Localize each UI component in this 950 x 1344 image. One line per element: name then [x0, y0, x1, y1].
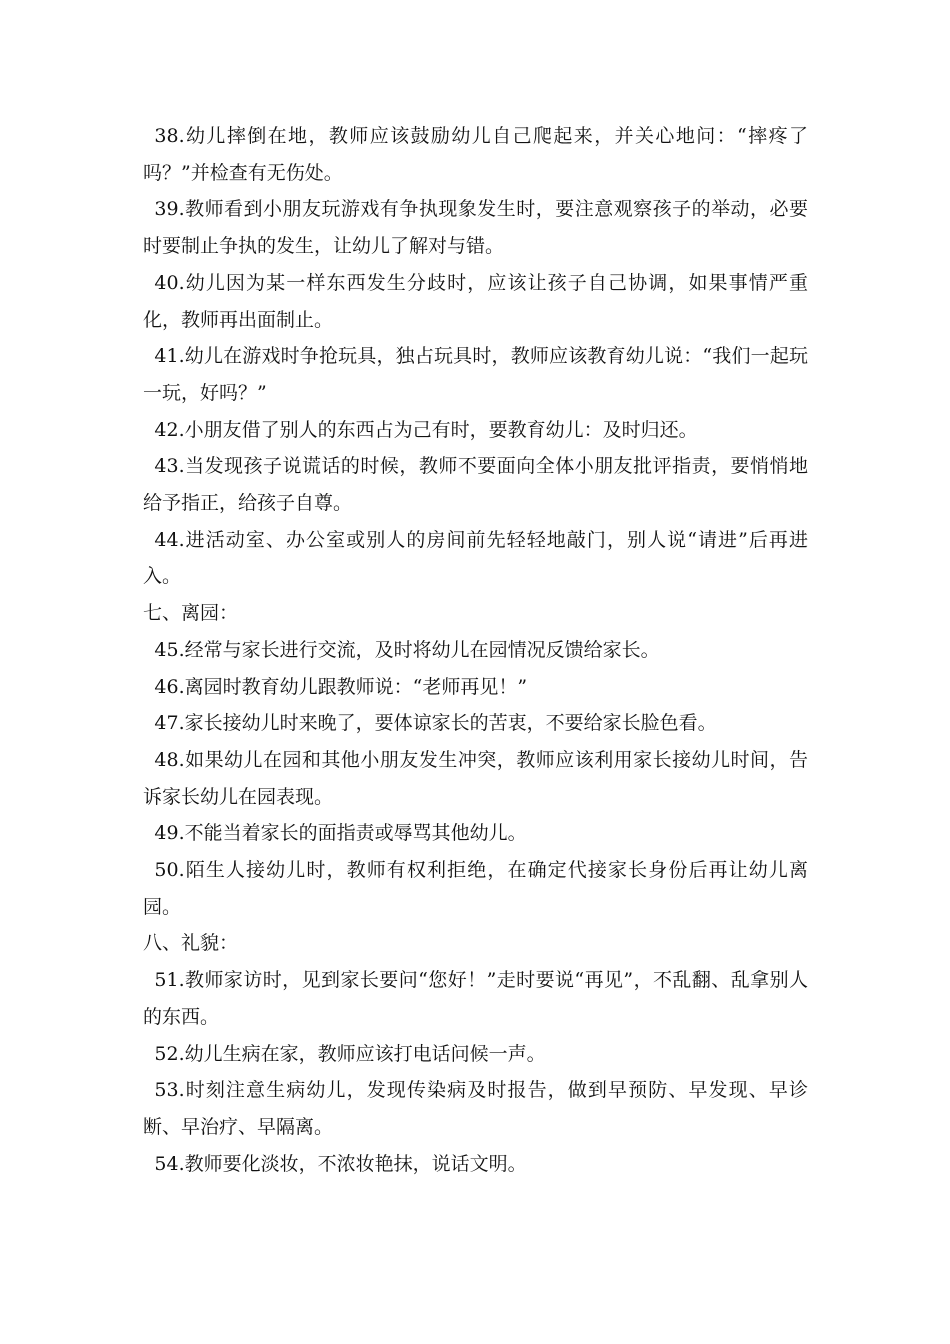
paragraph-item-39: 39.教师看到小朋友玩游戏有争执现象发生时，要注意观察孩子的举动，必要时要制止争执的发生，让幼儿了解对与错。 — [143, 198, 808, 258]
paragraph-item-48: 48.如果幼儿在园和其他小朋友发生冲突，教师应该利用家长接幼儿时间，告诉家长幼儿在园表现。 — [143, 748, 808, 808]
paragraph-item-49: 49.不能当着家长的面指责或辱骂其他幼儿。 — [154, 822, 527, 845]
paragraph-item-45: 45.经常与家长进行交流，及时将幼儿在园情况反馈给家长。 — [154, 638, 660, 661]
document-page — [143, 118, 808, 1182]
paragraph-item-53: 53.时刻注意生病幼儿，发现传染病及时报告，做到早预防、早发现、早诊断、早治疗、早隔离。 — [143, 1079, 808, 1138]
paragraph-item-42: 42.小朋友借了别人的东西占为己有时，要教育幼儿：及时归还。 — [154, 418, 698, 441]
section-heading-manners: 八、礼貌： — [143, 932, 239, 955]
paragraph-item-51: 51.教师家访时，见到家长要问“您好！”走时要说“再见”，不乱翻、乱拿别人的东西。 — [143, 969, 808, 1028]
paragraph-item-47: 47.家长接幼儿时来晚了，要体谅家长的苦衷，不要给家长脸色看。 — [154, 712, 717, 735]
paragraph-item-44: 44.进活动室、办公室或别人的房间前先轻轻地敲门，别人说“请进”后再进入。 — [143, 528, 808, 588]
paragraph-item-46: 46.离园时教育幼儿跟教师说：“老师再见！” — [154, 675, 528, 698]
paragraph-item-54: 54.教师要化淡妆，不浓妆艳抹，说话文明。 — [154, 1152, 527, 1175]
paragraph-item-41: 41.幼儿在游戏时争抢玩具，独占玩具时，教师应该教育幼儿说：“我们一起玩一玩，好吗？” — [143, 345, 808, 404]
paragraph-item-43: 43.当发现孩子说谎话的时候，教师不要面向全体小朋友批评指责，要悄悄地给予指正，给孩子自尊。 — [143, 455, 808, 515]
paragraph-item-50: 50.陌生人接幼儿时，教师有权利拒绝，在确定代接家长身份后再让幼儿离园。 — [143, 859, 808, 918]
paragraph-item-40: 40.幼儿因为某一样东西发生分歧时，应该让孩子自己协调，如果事情严重化，教师再出面制止。 — [143, 271, 808, 331]
section-heading-leaving: 七、离园： — [143, 602, 239, 625]
paragraph-item-52: 52.幼儿生病在家，教师应该打电话问候一声。 — [154, 1042, 546, 1065]
paragraph-item-38: 38.幼儿摔倒在地，教师应该鼓励幼儿自己爬起来，并关心地问：“摔疼了吗？”并检查有无伤处。 — [143, 125, 808, 184]
